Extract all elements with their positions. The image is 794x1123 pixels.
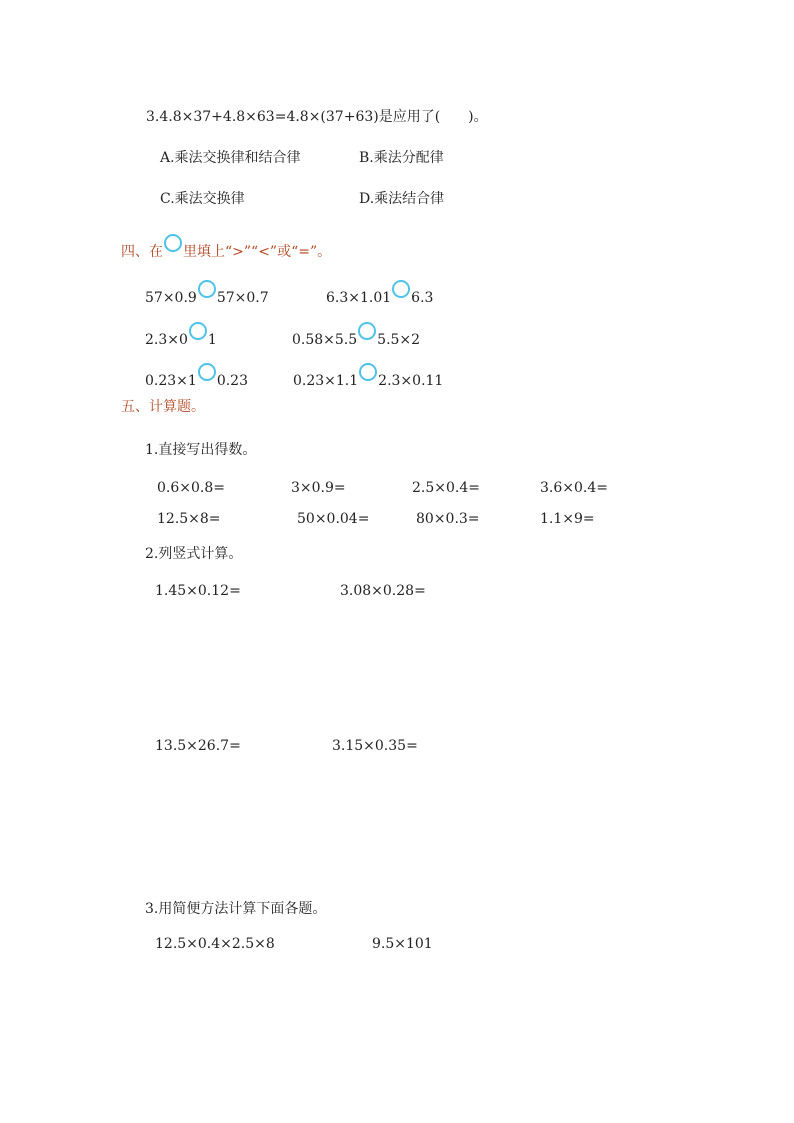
- compare-left: 0.23×1: [145, 373, 197, 389]
- circle-blank-icon[interactable]: [358, 322, 376, 340]
- vertical-calc-item: 3.15×0.35=: [332, 738, 418, 754]
- compare-left: 2.3×0: [145, 332, 188, 348]
- option-b: B.乘法分配律: [359, 150, 444, 166]
- oral-calc-item: 3.6×0.4=: [540, 480, 608, 496]
- compare-item: [145, 280, 269, 307]
- circle-blank-icon[interactable]: [392, 280, 410, 298]
- circle-blank-icon[interactable]: [359, 363, 377, 381]
- section-4-title: [121, 234, 331, 261]
- oral-calc-item: 1.1×9=: [540, 511, 595, 527]
- circle-blank-icon[interactable]: [198, 280, 216, 298]
- section-5-title: 五、计算题。: [121, 399, 205, 415]
- compare-right: 2.3×0.11: [378, 373, 444, 389]
- compare-item: [145, 363, 248, 390]
- option-a: A.乘法交换律和结合律: [160, 150, 301, 166]
- compare-item: [292, 322, 420, 349]
- oral-calc-item: 0.6×0.8=: [157, 480, 225, 496]
- compare-left: 6.3×1.01: [326, 290, 392, 306]
- compare-right: 0.23: [216, 373, 248, 389]
- simplify-calc-item: 9.5×101: [372, 936, 433, 952]
- circle-blank-icon[interactable]: [198, 363, 216, 381]
- compare-item: [145, 322, 217, 349]
- oral-calc-item: 50×0.04=: [297, 511, 370, 527]
- vertical-calc-item: 13.5×26.7=: [155, 738, 241, 754]
- vertical-calc-item: 3.08×0.28=: [340, 583, 426, 599]
- compare-right: 1: [207, 332, 217, 348]
- oral-calc-item: 2.5×0.4=: [412, 480, 480, 496]
- compare-item: [326, 280, 433, 307]
- option-c: C.乘法交换律: [160, 191, 245, 207]
- vertical-calc-item: 1.45×0.12=: [155, 583, 241, 599]
- compare-right: 5.5×2: [377, 332, 421, 348]
- compare-left: 0.58×5.5: [292, 332, 358, 348]
- section-4-title-after: 里填上“>”“<”或“=”。: [183, 244, 332, 260]
- part-1-title: 1.直接写出得数。: [145, 442, 257, 458]
- question-3-stem: 3.4.8×37+4.8×63=4.8×(37+63)是应用了( )。: [146, 109, 488, 125]
- compare-item: [293, 363, 443, 390]
- compare-right: 57×0.7: [216, 290, 269, 306]
- circle-blank-icon: [164, 234, 182, 252]
- part-2-title: 2.列竖式计算。: [145, 546, 243, 562]
- simplify-calc-item: 12.5×0.4×2.5×8: [155, 936, 275, 952]
- compare-left: 0.23×1.1: [293, 373, 359, 389]
- option-d: D.乘法结合律: [359, 191, 445, 207]
- oral-calc-item: 12.5×8=: [157, 511, 221, 527]
- section-4-title-before: 四、在: [121, 244, 163, 260]
- compare-left: 57×0.9: [145, 290, 197, 306]
- circle-blank-icon[interactable]: [189, 322, 207, 340]
- oral-calc-item: 3×0.9=: [291, 480, 346, 496]
- oral-calc-item: 80×0.3=: [416, 511, 480, 527]
- part-3-title: 3.用简便方法计算下面各题。: [145, 901, 327, 917]
- compare-right: 6.3: [411, 290, 434, 306]
